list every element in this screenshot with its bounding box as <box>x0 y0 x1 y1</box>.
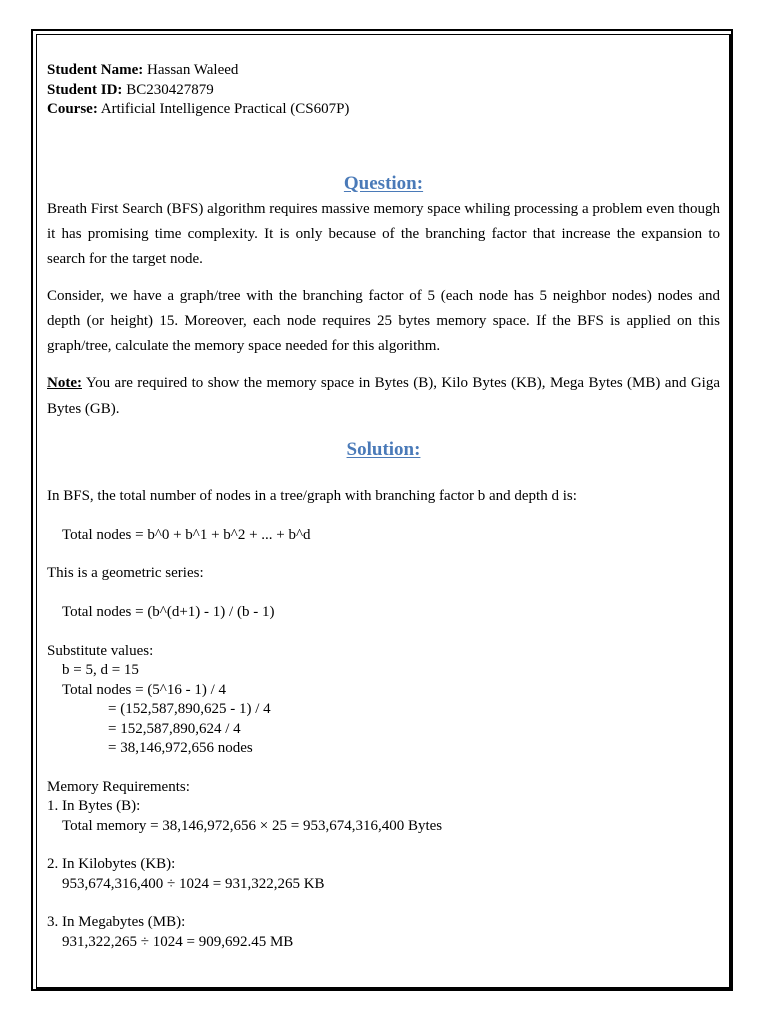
course-line <box>47 100 720 120</box>
substitute-label: Substitute values: <box>47 643 154 659</box>
note-text: You are required to show the memory space in Bytes (B), Kilo Bytes (KB), Mega Bytes (MB) and Giga Bytes (GB). <box>47 375 720 417</box>
note-label: Note: <box>47 375 82 392</box>
mb-calc: 931,322,265 ÷ 1024 = 909,692.45 MB <box>62 933 294 950</box>
solution-body <box>47 487 720 952</box>
solution-intro: In BFS, the total number of nodes in a tree/graph with branching factor b and depth d is: <box>47 487 577 504</box>
student-id-value: BC230427879 <box>122 81 214 98</box>
geometric-series-text: This is a geometric series: <box>47 565 204 582</box>
question-paragraph-1: Breath First Search (BFS) algorithm requires massive memory space whiling processing a problem even though it has promising time complexity. It is only because of the branching factor that increase the expansion to search for the target node. <box>47 200 720 268</box>
formula-sum: Total nodes = b^0 + b^1 + b^2 + ... + b^d <box>62 526 311 543</box>
question-paragraph-2: Consider, we have a graph/tree with the branching factor of 5 (each node has 5 neighbor nodes) nodes and depth (or height) 15. Moreover, each node requires 25 bytes memory space. If the BFS is applied on this graph/tree, calculate the memory space needed for this algorithm. <box>47 287 720 355</box>
calc-step-1: Total nodes = (5^16 - 1) / 4 <box>62 681 227 698</box>
question-note <box>47 371 720 422</box>
student-info <box>47 61 720 120</box>
student-name-line <box>47 61 720 81</box>
kb-label: 2. In Kilobytes (KB): <box>47 856 176 873</box>
bytes-label: 1. In Bytes (B): <box>47 798 141 815</box>
course-value: Artificial Intelligence Practical (CS607P) <box>97 101 350 117</box>
student-id-line <box>47 81 720 101</box>
student-id-label: Student ID: <box>47 81 123 98</box>
solution-heading: Solution: <box>346 438 421 460</box>
document-body <box>47 61 720 952</box>
substitute-values: b = 5, d = 15 <box>62 662 139 679</box>
bytes-calc: Total memory = 38,146,972,656 × 25 = 953,674,316,400 Bytes <box>62 817 443 834</box>
memory-heading: Memory Requirements: <box>47 778 190 795</box>
question-heading: Question: <box>343 172 424 194</box>
calc-step-3: = 152,587,890,624 / 4 <box>108 720 241 737</box>
course-label: Course: <box>47 101 98 117</box>
mb-label: 3. In Megabytes (MB): <box>47 914 186 931</box>
formula-closed: Total nodes = (b^(d+1) - 1) / (b - 1) <box>62 604 275 621</box>
calc-step-2: = (152,587,890,625 - 1) / 4 <box>108 701 271 718</box>
student-name-value: Hassan Waleed <box>143 62 239 78</box>
kb-calc: 953,674,316,400 ÷ 1024 = 931,322,265 KB <box>62 875 325 892</box>
calc-step-4: = 38,146,972,656 nodes <box>108 739 253 756</box>
student-name-label: Student Name: <box>47 62 144 78</box>
